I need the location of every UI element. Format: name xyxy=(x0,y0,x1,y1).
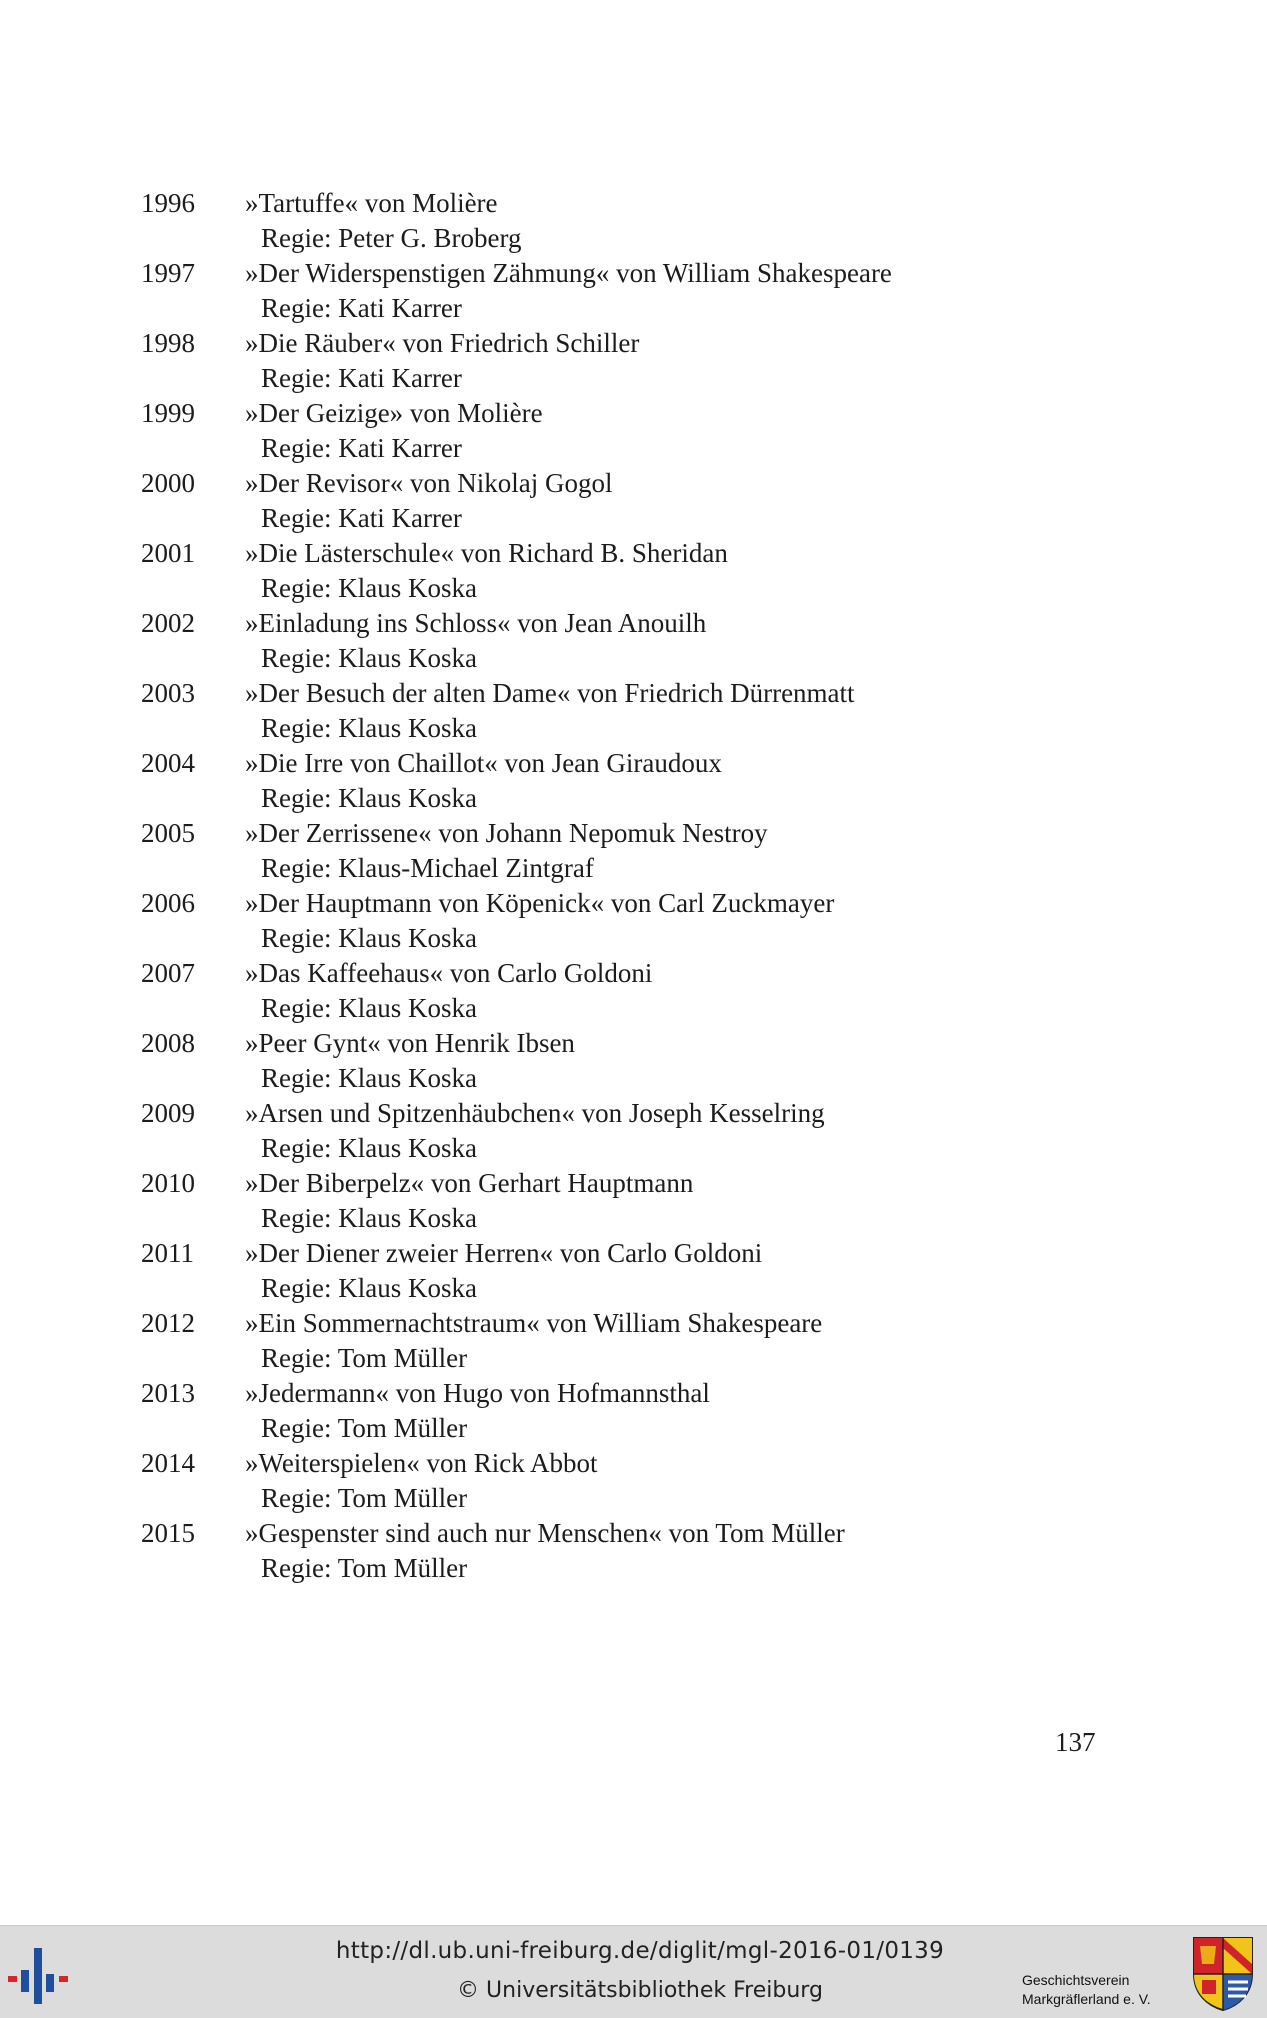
production-title-line xyxy=(141,886,1141,921)
production-title: »Der Diener zweier Herren« von Carlo Goldoni xyxy=(245,1238,763,1268)
production-director: Regie: Klaus Koska xyxy=(261,1063,477,1093)
production-entry xyxy=(141,396,1141,466)
production-title: »Peer Gynt« von Henrik Ibsen xyxy=(245,1028,575,1058)
production-title-line xyxy=(141,1236,1141,1271)
production-year: 2000 xyxy=(141,468,195,498)
production-year: 2009 xyxy=(141,1098,195,1128)
production-title: »Der Besuch der alten Dame« von Friedrich Dürrenmatt xyxy=(245,678,855,708)
production-year: 1996 xyxy=(141,188,195,218)
production-director: Regie: Klaus Koska xyxy=(261,1203,477,1233)
production-entry xyxy=(141,1236,1141,1306)
production-director: Regie: Klaus Koska xyxy=(261,783,477,813)
production-director: Regie: Klaus Koska xyxy=(261,1133,477,1163)
production-year: 2003 xyxy=(141,678,195,708)
production-entry xyxy=(141,606,1141,676)
production-year: 2015 xyxy=(141,1518,195,1548)
production-director: Regie: Klaus Koska xyxy=(261,713,477,743)
production-director: Regie: Klaus Koska xyxy=(261,923,477,953)
production-title: »Der Zerrissene« von Johann Nepomuk Nestroy xyxy=(245,818,768,848)
footer-bar xyxy=(0,1925,1267,2018)
production-entry xyxy=(141,536,1141,606)
production-entry xyxy=(141,676,1141,746)
copyright-notice: © Universitätsbibliothek Freiburg xyxy=(457,1978,823,2003)
production-title-line xyxy=(141,606,1141,641)
production-entry xyxy=(141,186,1141,256)
production-title-line xyxy=(141,676,1141,711)
production-title-line xyxy=(141,1516,1141,1551)
production-director: Regie: Tom Müller xyxy=(261,1343,468,1373)
production-title: »Die Räuber« von Friedrich Schiller xyxy=(245,328,640,358)
production-title: »Weiterspielen« von Rick Abbot xyxy=(245,1448,598,1478)
production-entry xyxy=(141,1376,1141,1446)
production-title-line xyxy=(141,396,1141,431)
production-title-line xyxy=(141,746,1141,781)
production-title: »Der Hauptmann von Köpenick« von Carl Zuckmayer xyxy=(245,888,835,918)
production-title-line xyxy=(141,536,1141,571)
production-title: »Arsen und Spitzenhäubchen« von Joseph Kesselring xyxy=(245,1098,825,1128)
production-director: Regie: Klaus-Michael Zintgraf xyxy=(261,853,594,883)
production-director: Regie: Klaus Koska xyxy=(261,993,477,1023)
production-year: 2005 xyxy=(141,818,195,848)
society-name xyxy=(1022,1971,1151,2009)
production-year: 2002 xyxy=(141,608,195,638)
production-entry xyxy=(141,1306,1141,1376)
production-director: Regie: Peter G. Broberg xyxy=(261,223,522,253)
production-year: 2001 xyxy=(141,538,195,568)
production-title-line xyxy=(141,466,1141,501)
production-title-line xyxy=(141,1306,1141,1341)
production-title: »Der Biberpelz« von Gerhart Hauptmann xyxy=(245,1168,694,1198)
production-entry xyxy=(141,1516,1141,1586)
production-entry xyxy=(141,1166,1141,1236)
production-title-line xyxy=(141,956,1141,991)
production-director: Regie: Klaus Koska xyxy=(261,1273,477,1303)
production-year: 2014 xyxy=(141,1448,195,1478)
production-entry xyxy=(141,746,1141,816)
page-number: 137 xyxy=(1055,1727,1096,1757)
production-director: Regie: Tom Müller xyxy=(261,1483,468,1513)
production-director: Regie: Kati Karrer xyxy=(261,433,462,463)
production-year: 2012 xyxy=(141,1308,195,1338)
production-title: »Ein Sommernachtstraum« von William Shakespeare xyxy=(245,1308,823,1338)
production-entry xyxy=(141,466,1141,536)
source-url-link[interactable]: http://dl.ub.uni-freiburg.de/diglit/mgl-2016-01/0139 xyxy=(335,1938,945,1964)
production-entry xyxy=(141,886,1141,956)
production-title-line xyxy=(141,326,1141,361)
production-title-line xyxy=(141,1026,1141,1061)
production-title-line xyxy=(141,256,1141,291)
production-entry xyxy=(141,1096,1141,1166)
production-entry xyxy=(141,1446,1141,1516)
production-year: 2013 xyxy=(141,1378,195,1408)
production-title: »Jedermann« von Hugo von Hofmannsthal xyxy=(245,1378,710,1408)
ub-freiburg-logo-icon xyxy=(4,1940,80,2010)
production-year: 2011 xyxy=(141,1238,194,1268)
production-title: »Die Irre von Chaillot« von Jean Giraudoux xyxy=(245,748,722,778)
production-year: 1997 xyxy=(141,258,195,288)
production-list xyxy=(141,186,1141,1586)
production-title: »Einladung ins Schloss« von Jean Anouilh xyxy=(245,608,707,638)
production-year: 1998 xyxy=(141,328,195,358)
production-title: »Das Kaffeehaus« von Carlo Goldoni xyxy=(245,958,653,988)
production-year: 2010 xyxy=(141,1168,195,1198)
production-title-line xyxy=(141,1166,1141,1201)
production-entry xyxy=(141,1026,1141,1096)
production-title: »Die Lästerschule« von Richard B. Sheridan xyxy=(245,538,728,568)
production-title-line xyxy=(141,186,1141,221)
production-director: Regie: Kati Karrer xyxy=(261,293,462,323)
production-title: »Der Widerspenstigen Zähmung« von William Shakespeare xyxy=(245,258,892,288)
society-name-line1: Geschichtsverein xyxy=(1022,1972,1130,1988)
production-year: 2007 xyxy=(141,958,195,988)
production-title-line xyxy=(141,1446,1141,1481)
production-title: »Tartuffe« von Molière xyxy=(245,188,498,218)
production-director: Regie: Klaus Koska xyxy=(261,573,477,603)
production-title-line xyxy=(141,816,1141,851)
production-entry xyxy=(141,256,1141,326)
production-year: 2008 xyxy=(141,1028,195,1058)
production-year: 1999 xyxy=(141,398,195,428)
production-entry xyxy=(141,326,1141,396)
production-title-line xyxy=(141,1376,1141,1411)
production-director: Regie: Tom Müller xyxy=(261,1553,468,1583)
production-director: Regie: Tom Müller xyxy=(261,1413,468,1443)
production-year: 2004 xyxy=(141,748,195,778)
production-director: Regie: Kati Karrer xyxy=(261,503,462,533)
production-year: 2006 xyxy=(141,888,195,918)
production-title: »Der Geizige» von Molière xyxy=(245,398,543,428)
production-title: »Der Revisor« von Nikolaj Gogol xyxy=(245,468,613,498)
production-entry xyxy=(141,956,1141,1026)
production-title: »Gespenster sind auch nur Menschen« von Tom Müller xyxy=(245,1518,845,1548)
coat-of-arms-icon xyxy=(1190,1934,1256,2012)
production-entry xyxy=(141,816,1141,886)
society-name-line2: Markgräflerland e. V. xyxy=(1022,1991,1151,2007)
production-title-line xyxy=(141,1096,1141,1131)
production-director: Regie: Klaus Koska xyxy=(261,643,477,673)
production-director: Regie: Kati Karrer xyxy=(261,363,462,393)
